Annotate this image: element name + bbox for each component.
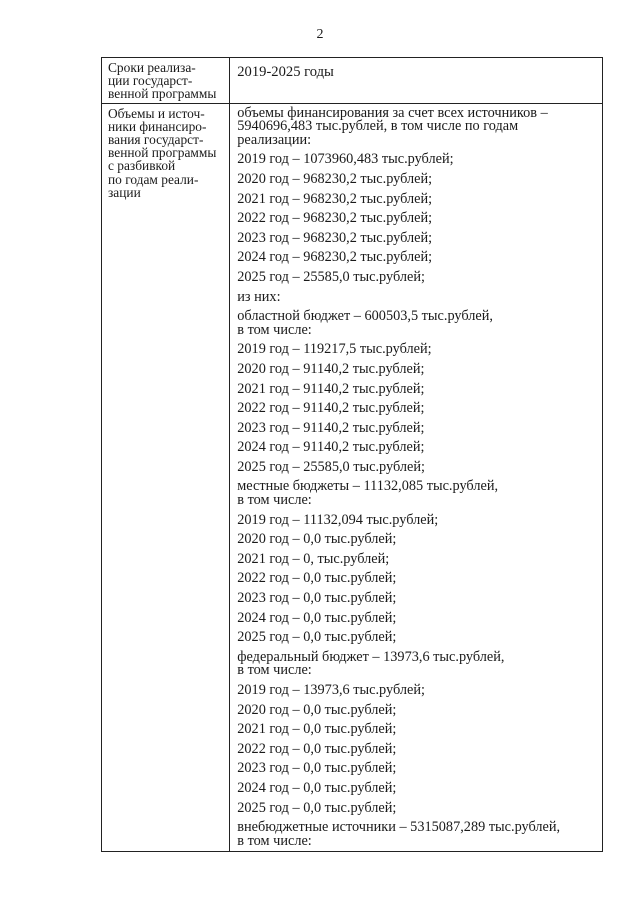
financing-item: 2025 год – 25585,0 тыс.рублей; (237, 268, 425, 285)
financing-item: областной бюджет – 600503,5 тыс.рублей, в том числе: (237, 308, 494, 338)
program-passport-table (101, 57, 603, 852)
financing-item: 2021 год – 91140,2 тыс.рублей; (237, 380, 425, 397)
financing-item: 2024 год – 91140,2 тыс.рублей; (237, 439, 425, 456)
financing-item: 2023 год – 0,0 тыс.рублей; (237, 760, 397, 777)
financing-item: 2019 год – 119217,5 тыс.рублей; (237, 341, 432, 358)
financing-item: 2024 год – 0,0 тыс.рублей; (237, 609, 397, 626)
financing-item: 2023 год – 968230,2 тыс.рублей; (237, 229, 433, 246)
financing-item: объемы финансирования за счет всех источников – 5940696,483 тыс.рублей, в том числе по годам реализации: (237, 104, 548, 148)
financing-item: 2021 год – 0,0 тыс.рублей; (237, 721, 397, 738)
financing-item: 2022 год – 968230,2 тыс.рублей; (237, 210, 433, 227)
financing-item: 2022 год – 0,0 тыс.рублей; (237, 740, 397, 757)
financing-item: 2025 год – 0,0 тыс.рублей; (237, 629, 397, 646)
financing-item: местные бюджеты – 11132,085 тыс.рублей, в том числе: (237, 478, 499, 509)
financing-item: 2021 год – 968230,2 тыс.рублей; (237, 190, 433, 207)
page-number: 2 (316, 27, 324, 42)
financing-item: 2020 год – 968230,2 тыс.рублей; (237, 170, 433, 187)
financing-item: из них: (237, 288, 281, 305)
row-label-implementation-period: Сроки реализа- ции государст- венной программы (108, 60, 217, 102)
financing-item: 2024 год – 968230,2 тыс.рублей; (237, 249, 433, 266)
table-cell-value (230, 58, 603, 104)
financing-item: 2025 год – 25585,0 тыс.рублей; (237, 458, 425, 475)
financing-item: 2025 год – 0,0 тыс.рублей; (237, 799, 397, 816)
implementation-period-value: 2019-2025 годы (237, 64, 334, 80)
table-cell-label (102, 58, 230, 104)
financing-item: 2022 год – 91140,2 тыс.рублей; (237, 400, 425, 417)
financing-item: 2020 год – 0,0 тыс.рублей; (237, 531, 397, 548)
financing-item: 2019 год – 11132,094 тыс.рублей; (237, 511, 439, 528)
financing-item: федеральный бюджет – 13973,6 тыс.рублей, в том числе: (237, 648, 505, 679)
table-row (102, 58, 603, 104)
table-cell-value (230, 103, 603, 852)
financing-item: 2022 год – 0,0 тыс.рублей; (237, 570, 397, 587)
table-cell-label (102, 103, 230, 852)
financing-item: 2019 год – 13973,6 тыс.рублей; (237, 682, 425, 699)
financing-item: внебюджетные источники – 5315087,289 тыс.рублей, в том числе: (237, 819, 561, 849)
financing-item: 2021 год – 0, тыс.рублей; (237, 550, 390, 567)
financing-list (230, 104, 602, 849)
table-row (102, 103, 603, 852)
financing-item: 2020 год – 91140,2 тыс.рублей; (237, 360, 425, 377)
financing-item: 2024 год – 0,0 тыс.рублей; (237, 779, 397, 796)
financing-item: 2023 год – 0,0 тыс.рублей; (237, 590, 397, 607)
financing-item: 2019 год – 1073960,483 тыс.рублей; (237, 151, 454, 168)
financing-item: 2020 год – 0,0 тыс.рублей; (237, 701, 397, 718)
financing-item: 2023 год – 91140,2 тыс.рублей; (237, 419, 425, 436)
row-label-financing-volumes: Объемы и источ- ники финансиро- вания государст- венной программы с разбивкой по годам реали- зации (108, 105, 217, 200)
